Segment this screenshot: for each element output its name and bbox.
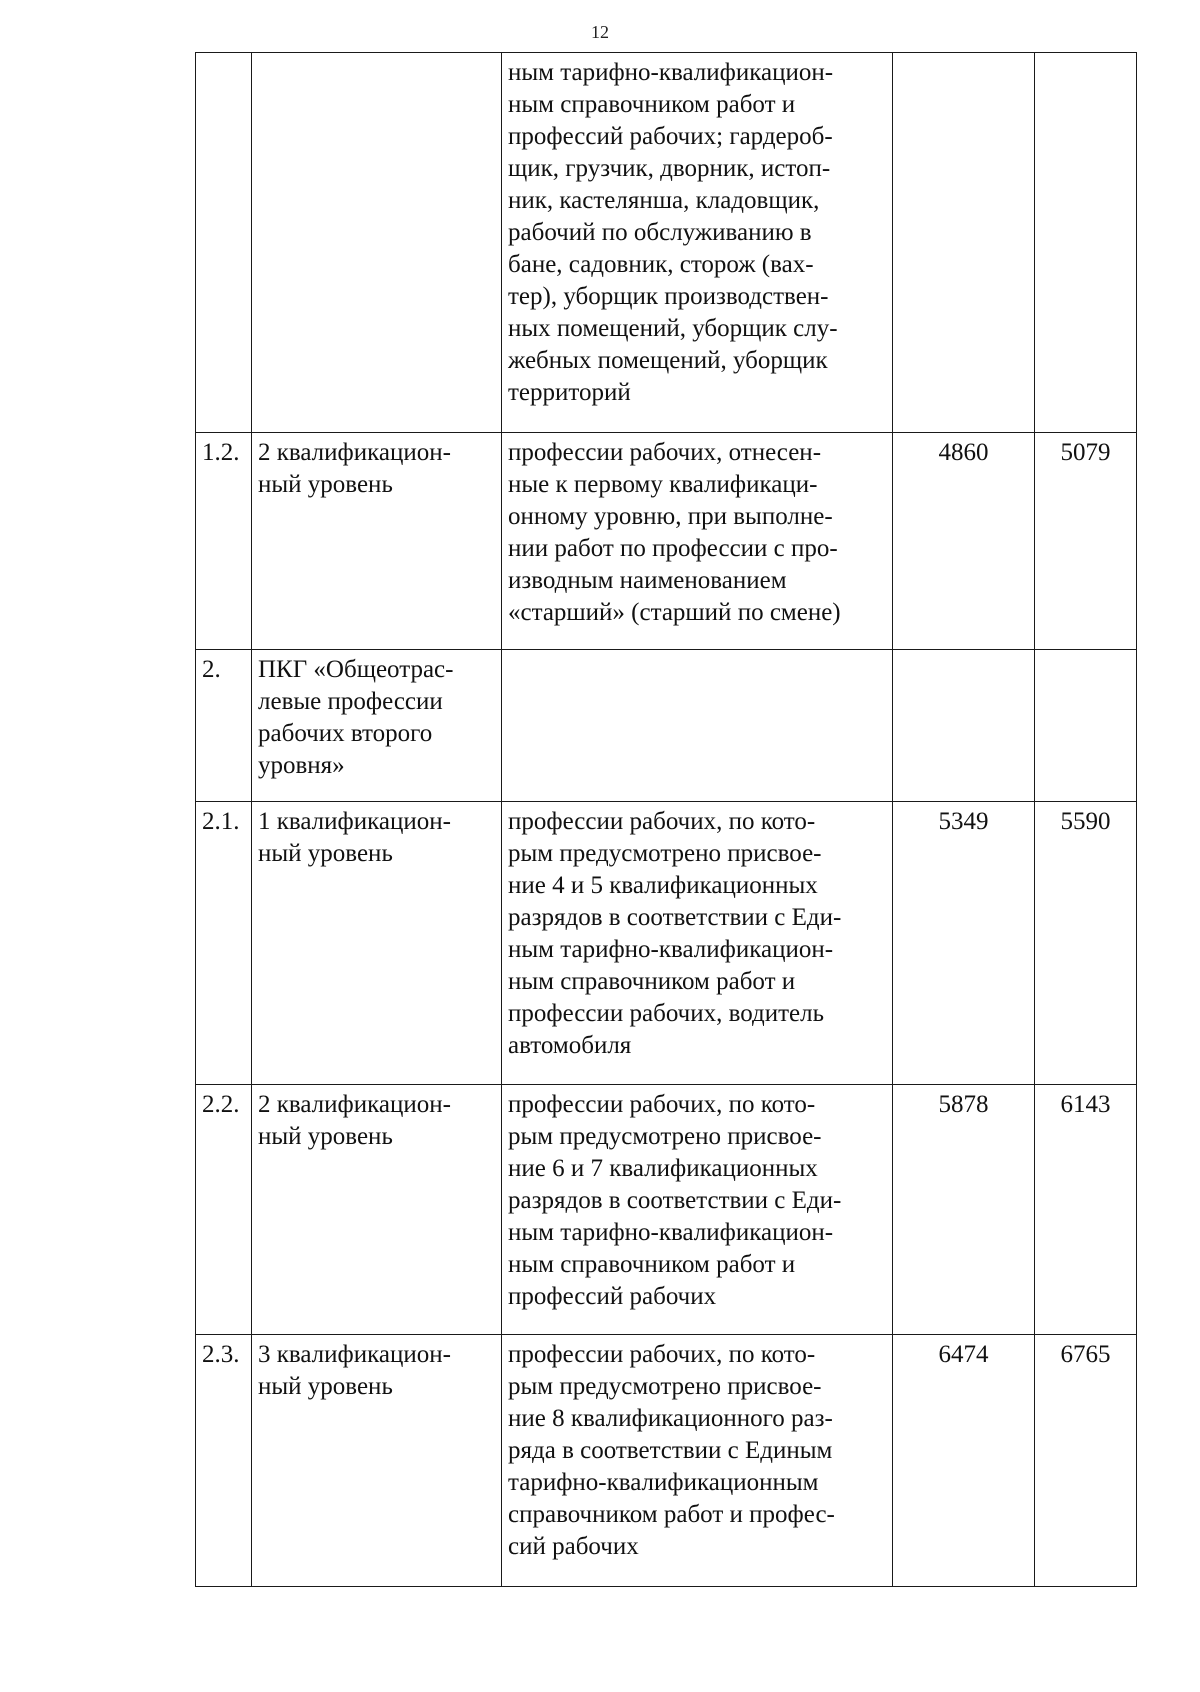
salary-table (195, 52, 1137, 1587)
row-number: 2.2. (196, 1085, 252, 1335)
table-row (196, 1085, 1137, 1335)
row-number: 2.1. (196, 802, 252, 1085)
table-row (196, 650, 1137, 802)
table-row (196, 53, 1137, 433)
profession-description: профессии рабочих, отнесен- ные к первому квалификаци- онному уровню, при выполне- нии работ по профессии с про- изводным наименованием «старший» (старший по смене) (502, 433, 893, 650)
salary-value-2: 5079 (1035, 433, 1137, 650)
qualification-level: 3 квалификацион- ный уровень (252, 1335, 502, 1587)
salary-value-1 (893, 53, 1035, 433)
salary-value-1: 4860 (893, 433, 1035, 650)
salary-value-1: 6474 (893, 1335, 1035, 1587)
salary-value-1: 5349 (893, 802, 1035, 1085)
salary-value-2 (1035, 53, 1137, 433)
salary-value-2: 6765 (1035, 1335, 1137, 1587)
qualification-level: 1 квалификацион- ный уровень (252, 802, 502, 1085)
salary-value-1: 5878 (893, 1085, 1035, 1335)
salary-value-2 (1035, 650, 1137, 802)
table-row (196, 802, 1137, 1085)
table-row (196, 433, 1137, 650)
profession-description (502, 650, 893, 802)
profession-description: профессии рабочих, по кото- рым предусмотрено присвое- ние 6 и 7 квалификационных разрядов в соответствии с Еди- ным тарифно-квалификацион- ным справочником работ и профессий рабочих (502, 1085, 893, 1335)
salary-value-2: 5590 (1035, 802, 1137, 1085)
profession-description: профессии рабочих, по кото- рым предусмотрено присвое- ние 4 и 5 квалификационных разрядов в соответствии с Еди- ным тарифно-квалификацион- ным справочником работ и профессии рабочих, водитель автомобиля (502, 802, 893, 1085)
qualification-level: 2 квалификацион- ный уровень (252, 433, 502, 650)
table-row (196, 1335, 1137, 1587)
row-number: 2.3. (196, 1335, 252, 1587)
profession-description: профессии рабочих, по кото- рым предусмотрено присвое- ние 8 квалификационного раз- ряда в соответствии с Единым тарифно-квалификационным справочником работ и профес- сий рабочих (502, 1335, 893, 1587)
qualification-group: ПКГ «Общеотрас- левые профессии рабочих второго уровня» (252, 650, 502, 802)
qualification-level: 2 квалификацион- ный уровень (252, 1085, 502, 1335)
salary-value-1 (893, 650, 1035, 802)
row-number: 2. (196, 650, 252, 802)
profession-description: ным тарифно-квалификацион- ным справочником работ и профессий рабочих; гардероб- щик, грузчик, дворник, истоп- ник, кастелянша, кладовщик, рабочий по обслуживанию в бане, садовник, сторож (вах- тер), уборщик производствен- ных помещений, уборщик слу- жебных помещений, уборщик территорий (502, 53, 893, 433)
qualification-level (252, 53, 502, 433)
row-number (196, 53, 252, 433)
row-number: 1.2. (196, 433, 252, 650)
salary-value-2: 6143 (1035, 1085, 1137, 1335)
page-number: 12 (591, 22, 609, 42)
